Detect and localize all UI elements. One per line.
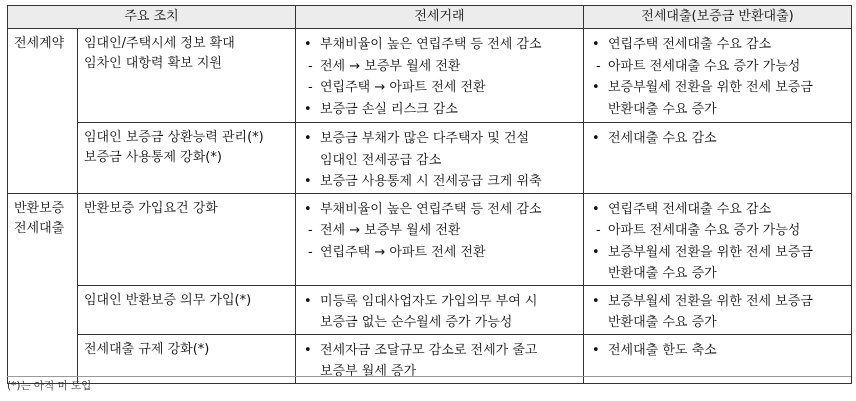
line-text: 연립주택 → 아파트 전세 전환	[320, 80, 486, 95]
line-text: 전세대출 한도 축소	[608, 342, 717, 358]
table-row	[8, 193, 852, 285]
line-text: 전세 → 보증부 월세 전환	[320, 223, 461, 238]
trade-effect-line	[304, 150, 577, 172]
measure-text: 보증금 사용통제 강화(*)	[84, 150, 222, 165]
loan-effect-cell	[584, 29, 852, 123]
line-text: 보증부월세 전환을 위한 전세 보증금	[608, 80, 813, 95]
loan-effect-line	[592, 99, 845, 121]
header-measures: 주요 조치	[8, 6, 296, 29]
measure-text: 임차인 대항력 확보 지원	[84, 56, 222, 71]
footnote-divider	[7, 376, 851, 377]
bullet-icon: •	[592, 37, 600, 52]
trade-effect-line	[304, 77, 577, 99]
trade-effect-cell	[296, 285, 584, 334]
bullet-icon: •	[304, 174, 312, 189]
loan-effect-line	[592, 77, 845, 99]
table-row	[8, 285, 852, 334]
measure-cell	[78, 123, 296, 194]
bullet-icon: •	[592, 244, 600, 260]
category-label: 전세계약	[14, 36, 65, 51]
bullet-icon: •	[592, 131, 600, 146]
measure-cell	[78, 193, 296, 285]
bullet-icon: •	[592, 201, 600, 217]
category-label: 전세대출	[14, 220, 65, 236]
trade-effect-line	[304, 291, 577, 313]
line-text: 보증금 부채가 많은 다주택자 및 건설	[320, 131, 530, 146]
line-text: 전세대출 수요 감소	[608, 131, 717, 146]
loan-effect-line	[592, 34, 845, 56]
line-text: 아파트 전세대출 수요 증가 가능성	[608, 223, 801, 238]
trade-effect-line	[304, 99, 577, 121]
loan-effect-line	[592, 242, 845, 264]
loan-effect-cell	[584, 285, 852, 334]
line-text: 보증금 없는 순수월세 증가 가능성	[320, 315, 513, 330]
loan-effect-cell	[584, 193, 852, 285]
dash-icon: -	[308, 80, 313, 95]
footnote: (*)는 아직 미 도입	[7, 380, 92, 392]
table-row	[8, 123, 852, 194]
category-label: 반환보증	[14, 200, 65, 216]
bullet-icon: •	[592, 293, 600, 309]
loan-effect-line	[592, 56, 845, 78]
line-text: 부채비율이 높은 연립주택 등 전세 감소	[320, 37, 542, 52]
line-text: 보증부월세 전환을 위한 전세 보증금	[608, 293, 813, 309]
line-text: 반환대출 수요 증가	[608, 315, 717, 330]
line-text: 보증금 손실 리스크 감소	[320, 101, 458, 117]
trade-effect-line	[304, 128, 577, 150]
category-cell	[8, 193, 78, 383]
bullet-icon: •	[304, 131, 312, 146]
line-text: 전세자금 조달규모 감소로 전세가 줄고	[320, 342, 538, 358]
measure-text: 임대인 보증금 상환능력 관리(*)	[84, 130, 264, 145]
trade-effect-line	[304, 340, 577, 362]
line-text: 연립주택 → 아파트 전세 전환	[320, 244, 486, 260]
line-text: 연립주택 전세대출 수요 감소	[608, 201, 772, 217]
dash-icon: -	[596, 58, 601, 74]
dash-icon: -	[308, 244, 313, 260]
loan-effect-line	[592, 199, 845, 221]
trade-effect-line	[304, 199, 577, 221]
bullet-icon: •	[304, 201, 312, 217]
loan-effect-line	[592, 291, 845, 313]
bullet-icon: •	[592, 80, 600, 95]
dash-icon: -	[308, 223, 313, 238]
line-text: 보증부 월세 증가	[320, 364, 417, 379]
bullet-icon: •	[304, 37, 312, 52]
trade-effect-cell	[296, 193, 584, 285]
bullet-icon: •	[592, 342, 600, 358]
header-loan: 전세대출(보증금 반환대출)	[584, 6, 852, 29]
loan-effect-line	[592, 220, 845, 242]
loan-effect-line	[592, 263, 845, 285]
line-text: 부채비율이 높은 연립주택 등 전세 감소	[320, 201, 542, 217]
measure-cell	[78, 29, 296, 123]
trade-effect-cell	[296, 123, 584, 194]
line-text: 전세 → 보증부 월세 전환	[320, 58, 461, 74]
loan-effect-cell	[584, 123, 852, 194]
loan-effect-line	[592, 128, 845, 150]
line-text: 연립주택 전세대출 수요 감소	[608, 37, 772, 52]
trade-effect-line	[304, 220, 577, 242]
header-trade: 전세거래	[296, 6, 584, 29]
table-row	[8, 29, 852, 123]
measure-text: 전세대출 규제 강화(*)	[84, 341, 210, 357]
dash-icon: -	[308, 58, 313, 74]
dash-icon: -	[596, 223, 601, 238]
loan-effect-line	[592, 312, 845, 334]
line-text: 임대인 전세공급 감소	[320, 152, 442, 168]
category-cell	[8, 29, 78, 194]
bullet-icon: •	[304, 342, 312, 358]
measure-text: 임대인/주택시세 정보 확대	[84, 36, 235, 51]
loan-effect-line	[592, 340, 845, 362]
trade-effect-line	[304, 312, 577, 334]
bullet-icon: •	[304, 101, 312, 117]
trade-effect-cell	[296, 29, 584, 123]
line-text: 반환대출 수요 증가	[608, 101, 717, 117]
line-text: 아파트 전세대출 수요 증가 가능성	[608, 58, 801, 74]
header-row	[8, 6, 852, 29]
trade-effect-line	[304, 56, 577, 78]
measure-text: 반환보증 가입요건 강화	[84, 200, 218, 216]
line-text: 보증부월세 전환을 위한 전세 보증금	[608, 244, 813, 260]
trade-effect-line	[304, 361, 577, 383]
trade-effect-line	[304, 242, 577, 264]
line-text: 미등록 임대사업자도 가입의무 부여 시	[320, 293, 538, 309]
bullet-icon: •	[304, 293, 312, 309]
line-text: 반환대출 수요 증가	[608, 266, 717, 281]
trade-effect-line	[304, 34, 577, 56]
measure-cell	[78, 285, 296, 334]
line-text: 보증금 사용통제 시 전세공급 크게 위축	[320, 174, 542, 189]
policy-impact-table	[7, 5, 852, 384]
measure-text: 임대인 반환보증 의무 가입(*)	[84, 292, 252, 308]
trade-effect-line	[304, 171, 577, 193]
